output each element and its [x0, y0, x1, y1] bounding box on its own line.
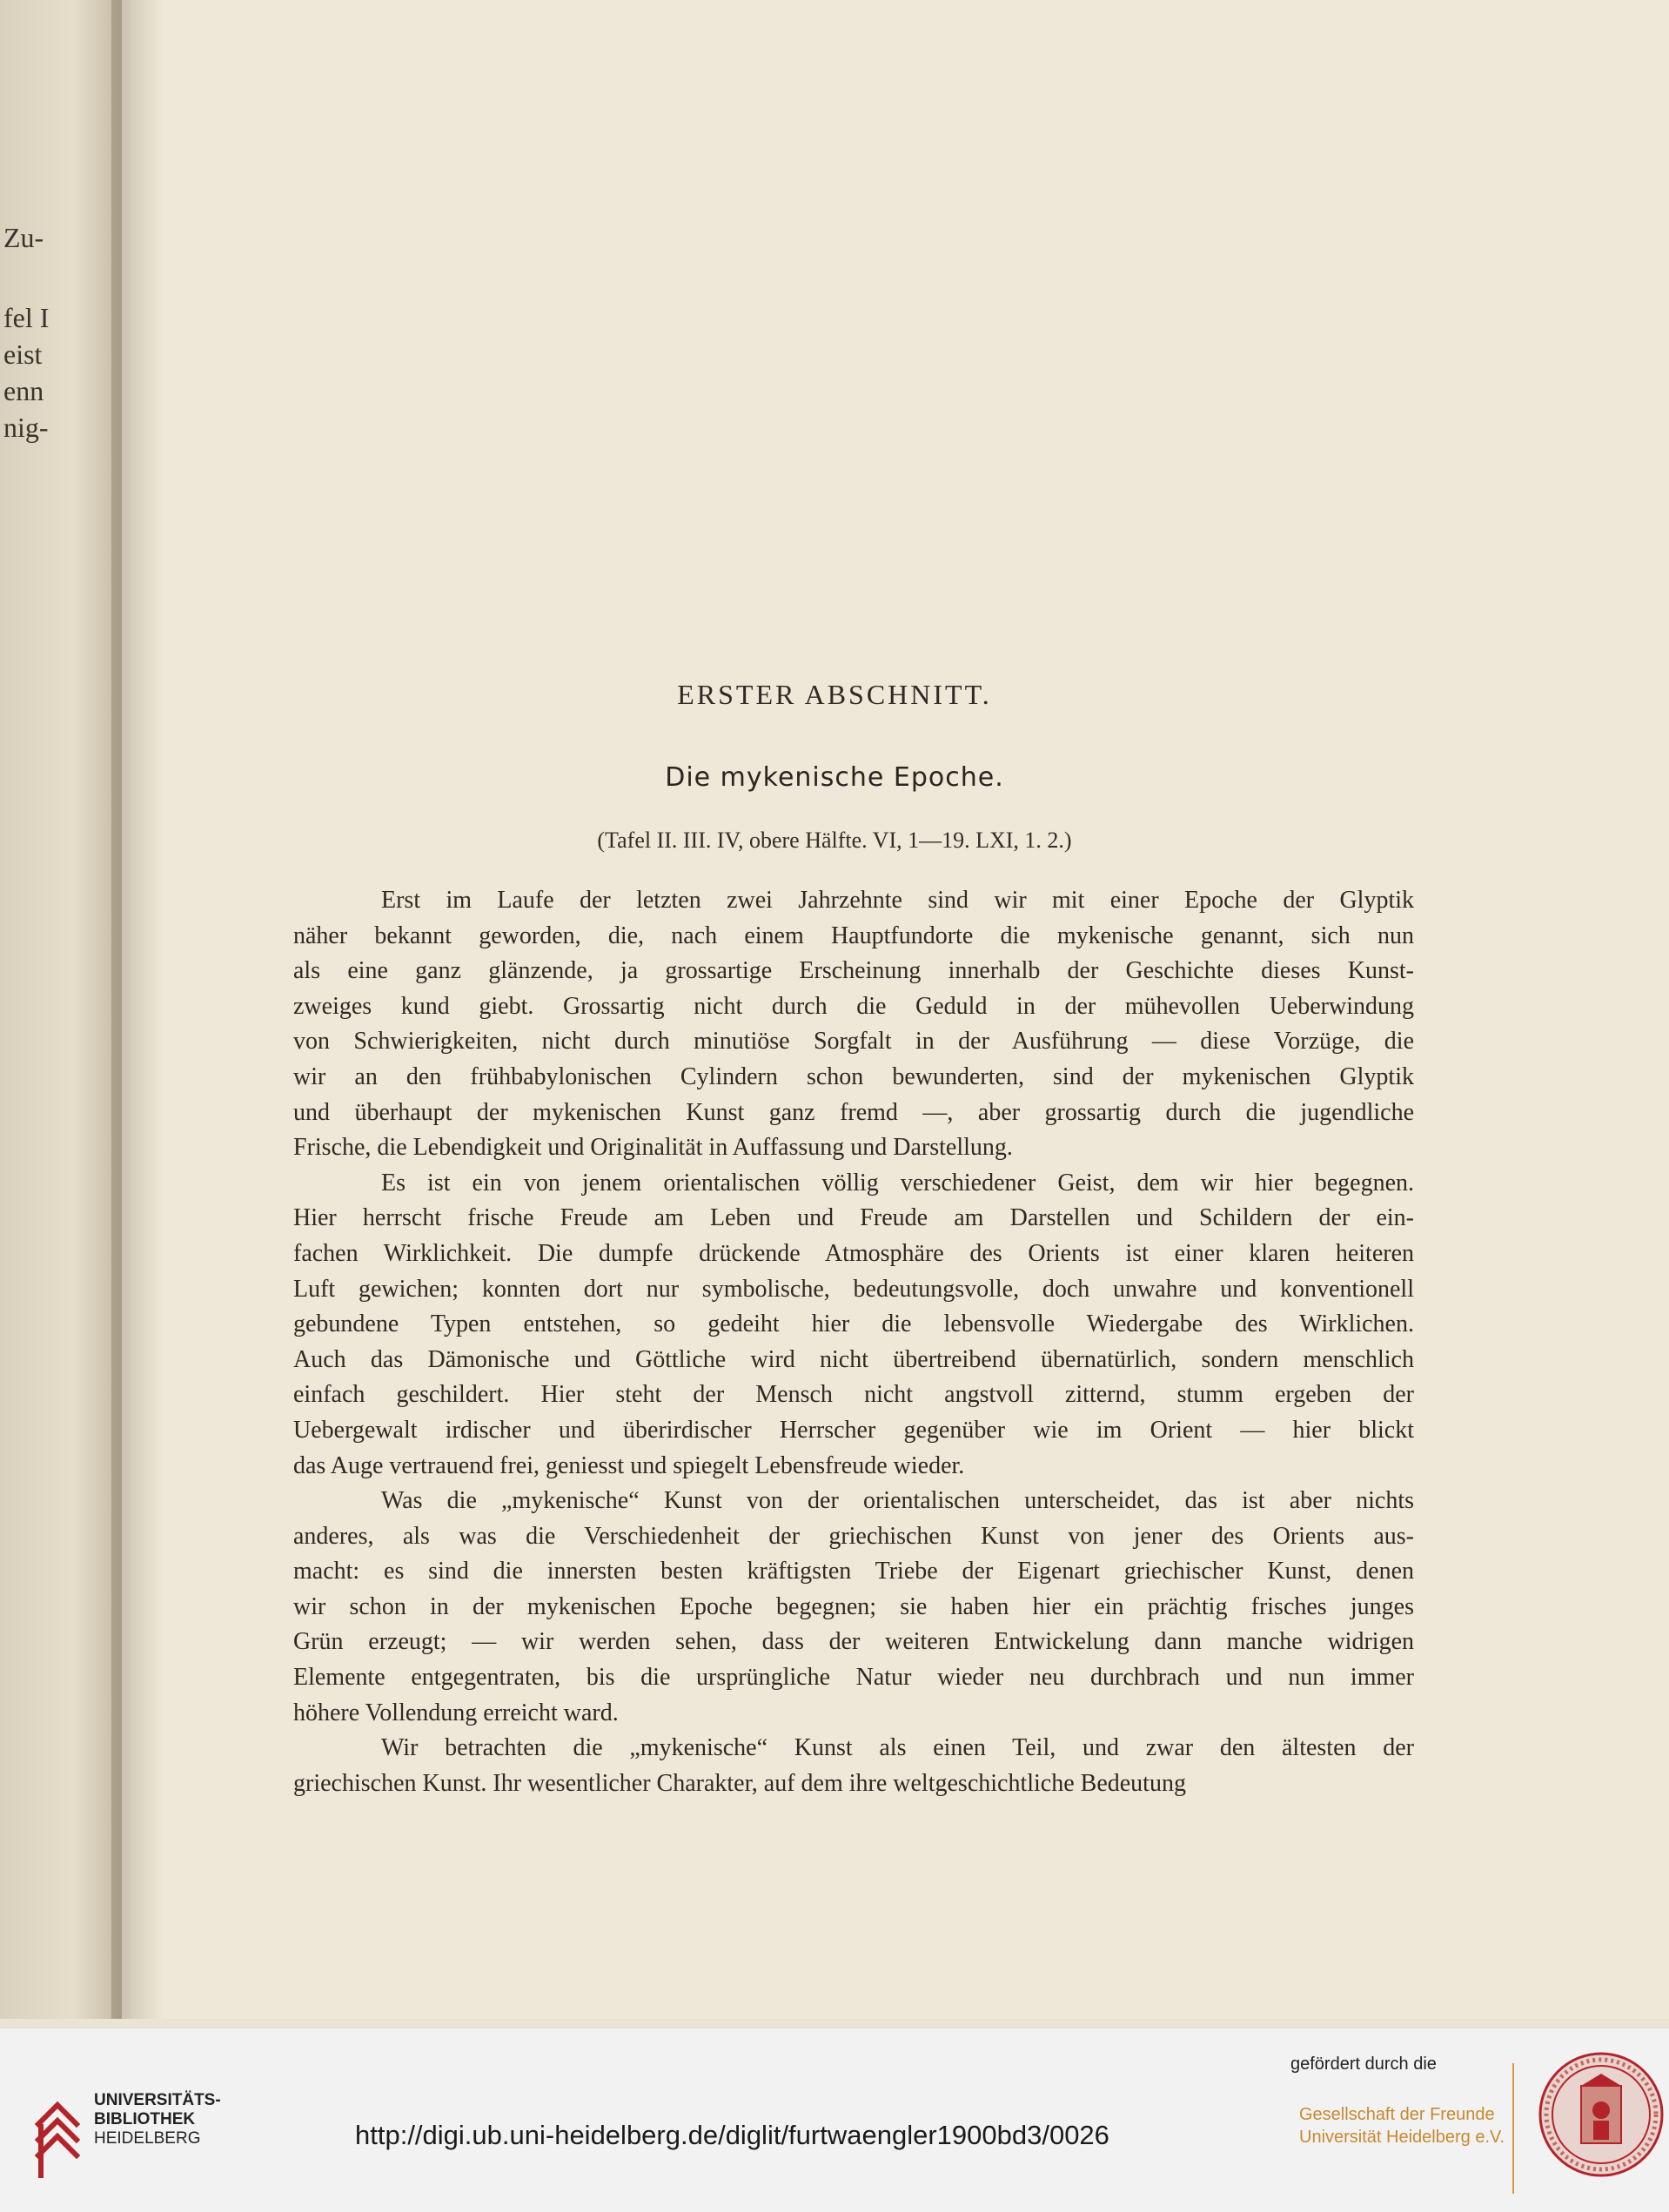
library-name-line: HEIDELBERG: [94, 2129, 201, 2148]
sponsor-label: gefördert durch die: [1290, 2054, 1437, 2074]
university-seal-icon: [1536, 2049, 1666, 2180]
text-line: näher bekannt geworden, die, nach einem Hauptfundorte die mykenische genannt, sich nun: [293, 922, 1414, 949]
text-line: zweiges kund giebt. Grossartig nicht durch die Geduld in der mühevollen Ueberwindung: [293, 992, 1414, 1020]
chapter-title: Die mykenische Epoche.: [665, 762, 1004, 793]
text-line: Hier herrscht frische Freude am Leben und Freude am Darstellen und Schildern der ein-: [293, 1204, 1414, 1232]
footer-bar: [0, 2028, 1669, 2212]
sponsor-name-line: Universität Heidelberg e.V.: [1299, 2128, 1505, 2147]
facing-word: fel I: [3, 302, 50, 333]
section-heading: ERSTER ABSCHNITT.: [677, 679, 992, 710]
text-line: Grün erzeugt; — wir werden sehen, dass der weiteren Entwickelung dann manche widrigen: [293, 1628, 1414, 1656]
text-line: höhere Vollendung erreicht ward.: [293, 1699, 619, 1726]
facing-word: Zu-: [3, 222, 44, 253]
text-line: macht: es sind die innersten besten kräftigsten Triebe der Eigenart griechischer Kunst, denen: [293, 1558, 1414, 1585]
plates-note: (Tafel II. III. IV, obere Hälfte. VI, 1—19. LXI, 1. 2.): [597, 828, 1072, 853]
facing-word: eist: [3, 339, 43, 370]
source-url[interactable]: http://digi.ub.uni-heidelberg.de/diglit/furtwaengler1900bd3/0026: [355, 2120, 1109, 2150]
sponsor-name-line: Gesellschaft der Freunde: [1299, 2105, 1495, 2124]
text-line: einfach geschildert. Hier steht der Mensch nicht angstvoll zitternd, stumm ergeben der: [293, 1381, 1414, 1409]
text-line: und überhaupt der mykenischen Kunst ganz fremd —, aber grossartig durch die jugendliche: [293, 1098, 1414, 1126]
gutter-shadow: [111, 0, 164, 2019]
library-name: [94, 2091, 221, 2148]
body-text: [293, 883, 1414, 1801]
text-line: Auch das Dämonische und Göttliche wird nicht übertreibend übernatürlich, sondern menschlich: [293, 1345, 1414, 1373]
footer-divider: [1512, 2063, 1514, 2194]
sponsor-name: [1299, 2103, 1505, 2148]
text-line: von Schwierigkeiten, nicht durch minutiöse Sorgfalt in der Ausführung — diese Vorzüge, die: [293, 1028, 1414, 1056]
text-line: griechischen Kunst. Ihr wesentlicher Charakter, auf dem ihre weltgeschichtliche Bedeutung: [293, 1769, 1186, 1797]
text-line: Erst im Laufe der letzten zwei Jahrzehnte sind wir mit einer Epoche der Glyptik: [381, 887, 1414, 914]
library-name-line: BIBLIOTHEK: [94, 2110, 196, 2128]
text-line: fachen Wirklichkeit. Die dumpfe drückende Atmosphäre des Orients ist einer klaren heiteren: [293, 1239, 1414, 1267]
text-line: Frische, die Lebendigkeit und Originalität in Auffassung und Darstellung.: [293, 1134, 1013, 1162]
text-line: Uebergewalt irdischer und überirdischer Herrscher gegenüber wie im Orient — hier blickt: [293, 1416, 1414, 1444]
text-line: wir schon in der mykenischen Epoche begegnen; sie haben hier ein prächtig frisches junges: [293, 1592, 1414, 1620]
library-name-line: UNIVERSITÄTS-: [94, 2091, 221, 2109]
text-line: Luft gewichen; konnten dort nur symbolische, bedeutungsvolle, doch unwahre und konventionell: [293, 1275, 1414, 1303]
facing-word: nig-: [3, 412, 49, 443]
facing-word: enn: [3, 375, 44, 406]
text-line: als eine ganz glänzende, ja grossartige Erscheinung innerhalb der Geschichte dieses Kunst-: [293, 957, 1414, 985]
text-line: anderes, als was die Verschiedenheit der griechischen Kunst von jener des Orients aus-: [293, 1522, 1414, 1550]
text-line: wir an den frühbabylonischen Cylindern schon bewunderten, sind der mykenischen Glyptik: [293, 1062, 1414, 1090]
text-line: das Auge vertrauend frei, geniesst und spiegelt Lebensfreude wieder.: [293, 1451, 965, 1479]
library-logo-icon: [31, 2089, 84, 2185]
text-line: Wir betrachten die „mykenische“ Kunst als einen Teil, und zwar den ältesten der: [381, 1734, 1414, 1762]
text-line: Was die „mykenische“ Kunst von der orientalischen unterscheidet, das ist aber nichts: [381, 1487, 1414, 1515]
text-line: gebundene Typen entstehen, so gedeiht hier die lebensvolle Wiedergabe des Wirklichen.: [293, 1310, 1414, 1338]
text-line: Elemente entgegentraten, bis die ursprüngliche Natur wieder neu durchbrach und nun immer: [293, 1664, 1414, 1692]
text-line: Es ist ein von jenem orientalischen völlig verschiedener Geist, dem wir hier begegnen.: [381, 1169, 1414, 1196]
